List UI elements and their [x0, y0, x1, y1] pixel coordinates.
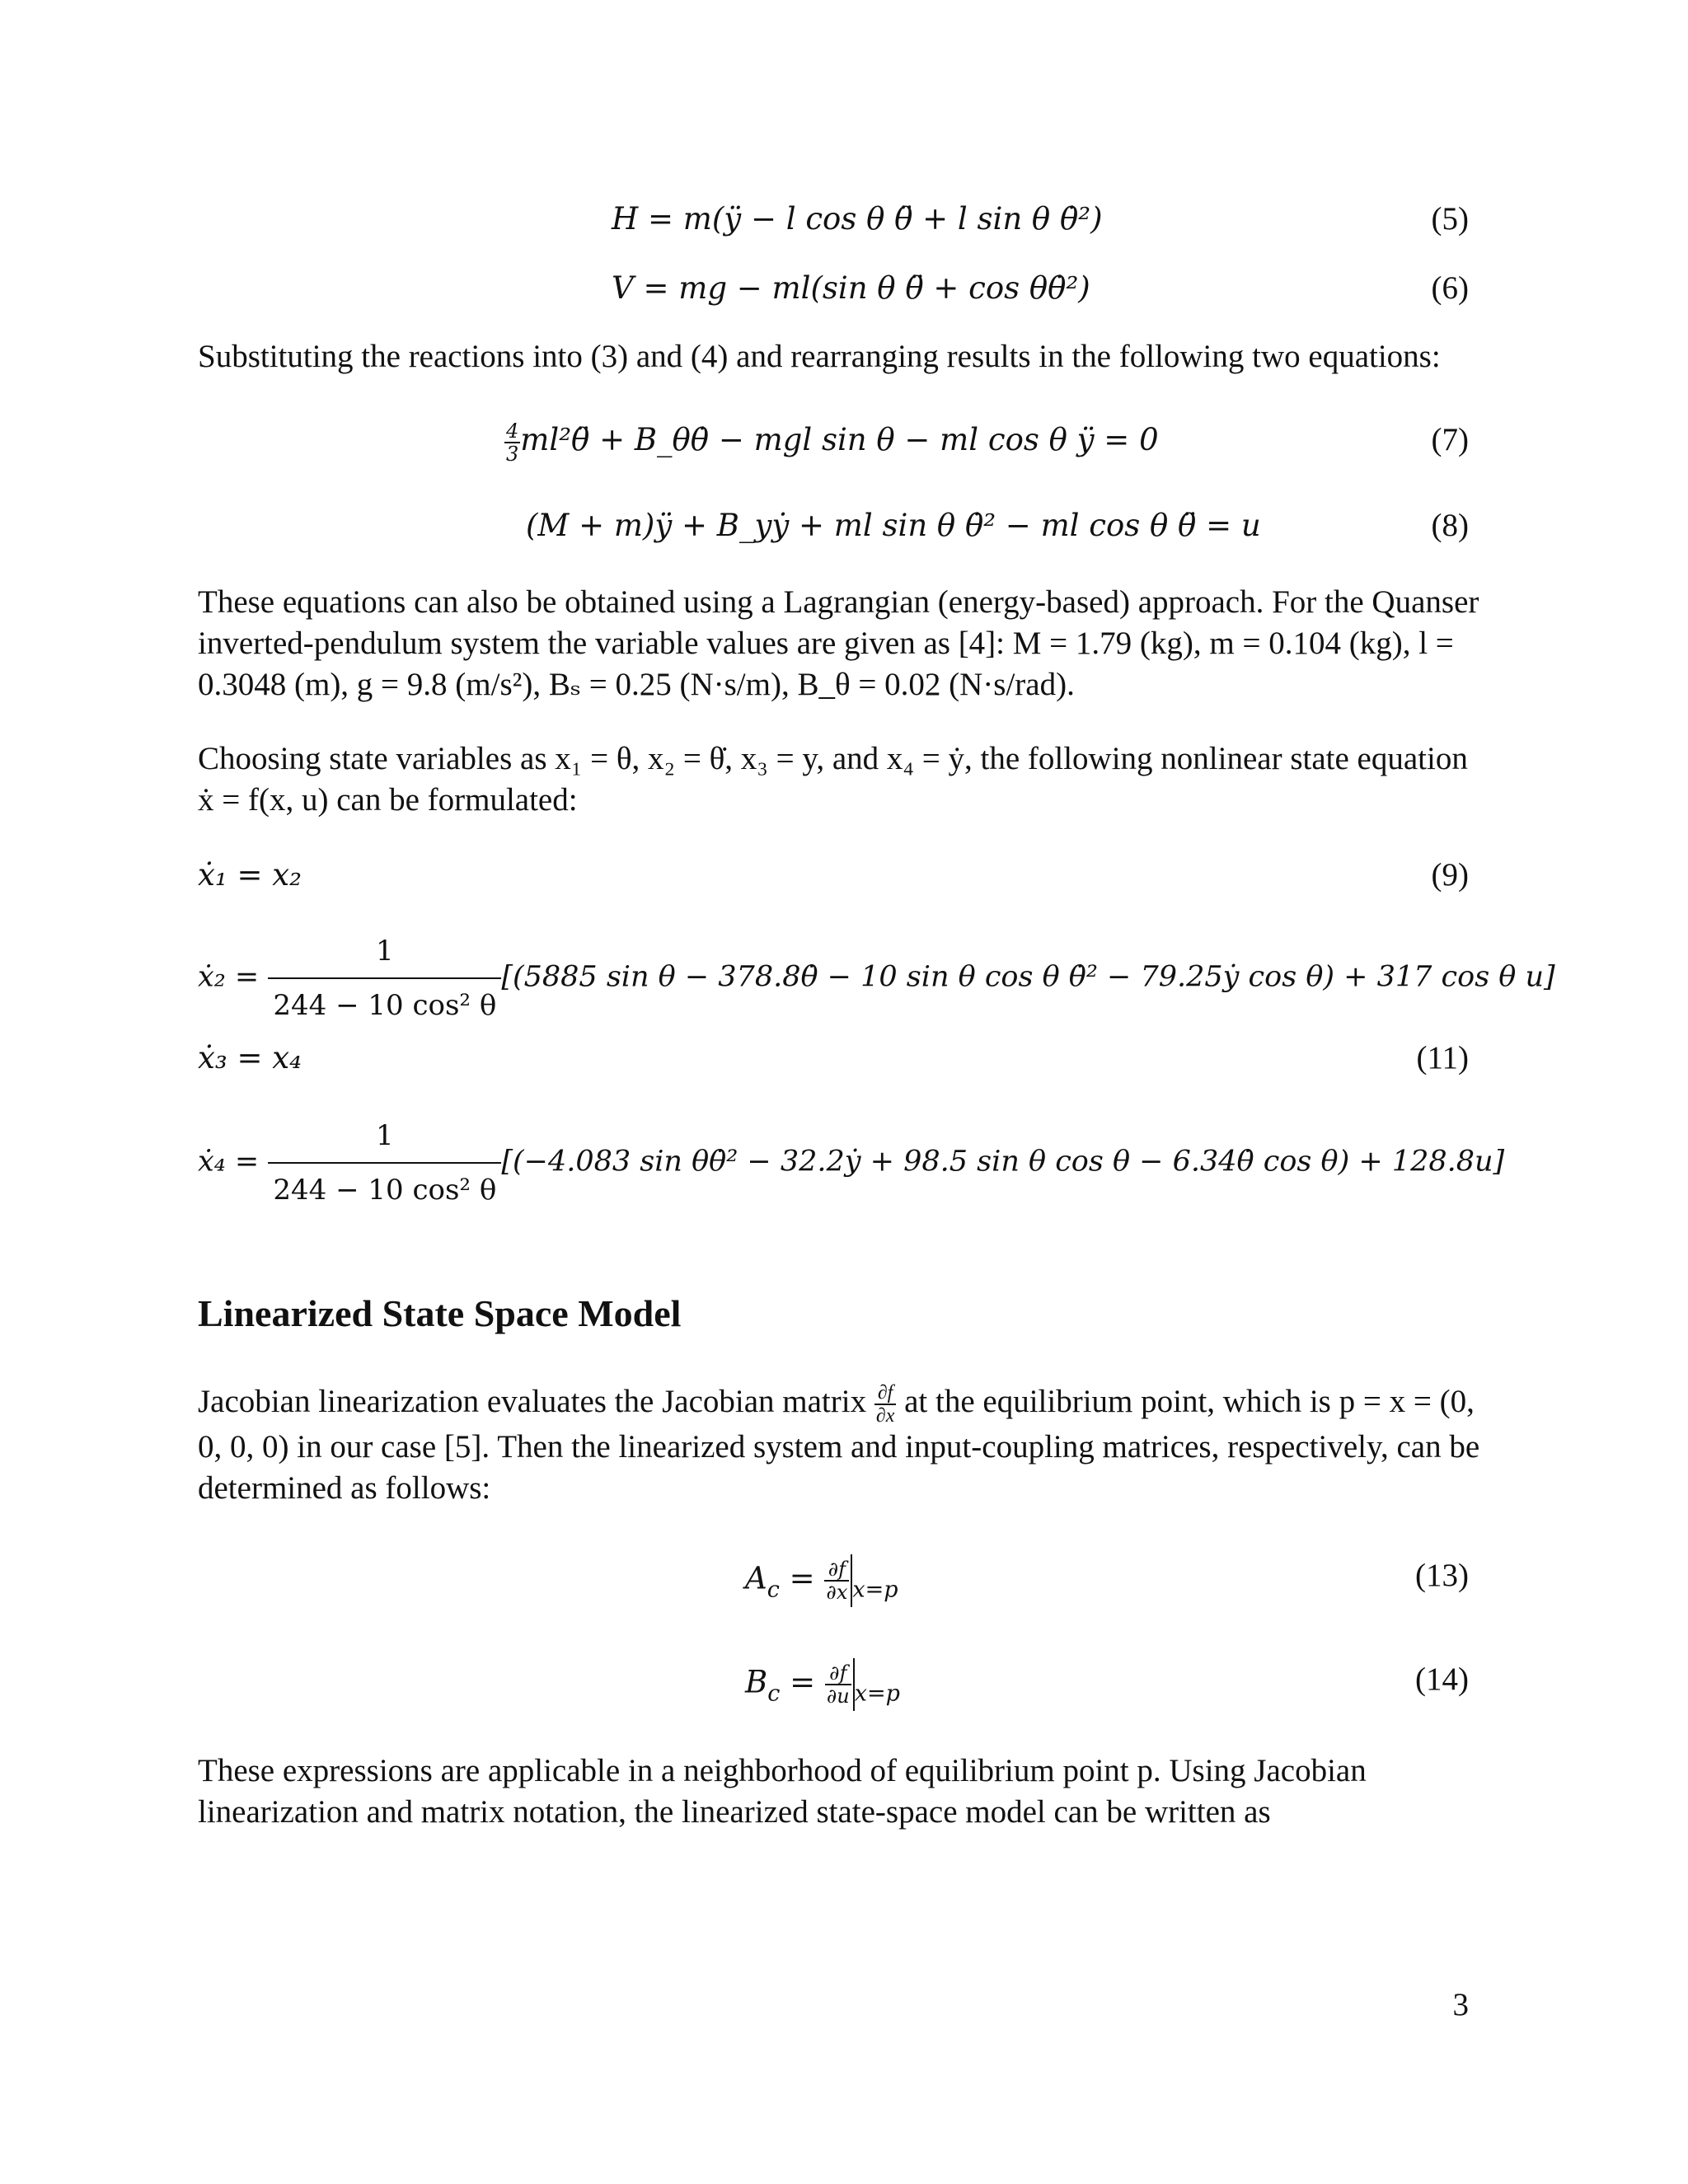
paragraph-parameters: These equations can also be obtained using a Lagrangian (energy-based) approach. For the Quanser inverted-pendulum system the variable values are given as [4]: M = 1.79 (kg), m = 0.104 (kg), l = 0.3048 (m), g = 9.8 (m/s²), Bₛ = 0.25 (N·s/m), B_θ = 0.02 (N·s/rad).: [198, 584, 1479, 702]
jacobian-fraction: $\frac{\partial f}{\partial x}$: [875, 1382, 895, 1427]
equation-12: ẋ₄ = $\frac{1}{\text{244 − 10 cos² θ}}$ [(−4.083 sin θθ̇² − 32.2ẏ + 98.5 sin θ cos θ − 6.34θ̇ cos θ) + 128.8u]: [198, 1114, 1504, 1212]
equation-6-number: (6): [1431, 270, 1469, 306]
equation-14-fraction: $\frac{\partial f}{\partial u}$: [826, 1661, 850, 1708]
equation-6: V = mg − ml(sin θ θ̈ + cos θθ̇²): [612, 270, 1090, 306]
equation-8-number: (8): [1431, 508, 1469, 543]
equation-7-number: (7): [1431, 422, 1469, 457]
equation-10: ẋ₂ = $\frac{1}{\text{244 − 10 cos² θ}}$ [(5885 sin θ − 378.8θ̇ − 10 sin θ cos θ θ̇² − 79.25ẏ cos θ) + 317 cos θ u]: [198, 930, 1555, 1027]
equation-9-number: (9): [1431, 857, 1469, 893]
equation-13-number: (13): [1415, 1558, 1469, 1593]
equation-14-number: (14): [1415, 1661, 1469, 1697]
equation-11-number: (11): [1416, 1040, 1469, 1076]
equation-14: $B_c$ = $\frac{\partial f}{\partial u}$ $_{x=p}$: [745, 1658, 900, 1716]
equation-7-fraction: $\frac{4}{3}$: [506, 419, 519, 466]
paragraph-applicability: These expressions are applicable in a neighborhood of equilibrium point p. Using Jacobian linearization and matrix notation, the linearized state-space model can be written as: [198, 1753, 1367, 1830]
section-heading: Linearized State Space Model: [198, 1292, 682, 1334]
equation-10-fraction: $\frac{1}{\text{244 − 10 cos² θ}}$: [268, 930, 501, 1027]
page-number: 3: [1452, 1987, 1469, 2022]
equation-9: ẋ₁ = x₂: [198, 857, 302, 893]
paragraph-jacobian: Jacobian linearization evaluates the Jacobian matrix $\frac{\partial f}{\partial x}$ at the equilibrium point, which is p = x = (0, 0, 0, 0) in our case [5]. Then the linearized system and input-coupling matrices, respectively, can be determined as follows:: [198, 1382, 1480, 1507]
equation-11: ẋ₃ = x₄: [198, 1040, 302, 1076]
equation-12-fraction: $\frac{1}{\text{244 − 10 cos² θ}}$: [268, 1114, 501, 1212]
equation-13: $A_c$ = $\frac{\partial f}{\partial x}$ $_{x=p}$: [745, 1554, 898, 1612]
equation-13-fraction: $\frac{\partial f}{\partial x}$: [826, 1558, 848, 1604]
equation-5: H = m(ÿ − l cos θ θ̈ + l sin θ θ̇²): [612, 201, 1103, 237]
paragraph-state-variables: Choosing state variables as x₁ = θ, x₂ = θ̇, x₃ = y, and x₄ = ẏ, the following nonlinear state equation ẋ = f(x, u) can be formulated:: [198, 741, 1468, 818]
equation-7: $\frac{4}{3}$ ml²θ̈ + B_θθ̇ − mgl sin θ − ml cos θ ÿ = 0: [506, 419, 1159, 466]
equation-5-number: (5): [1431, 201, 1469, 237]
paragraph-substitution: Substituting the reactions into (3) and (4) and rearranging results in the following two equations:: [198, 339, 1441, 374]
equation-8: (M + m)ÿ + B_yẏ + ml sin θ θ̇² − ml cos θ θ̈ = u: [526, 508, 1261, 543]
